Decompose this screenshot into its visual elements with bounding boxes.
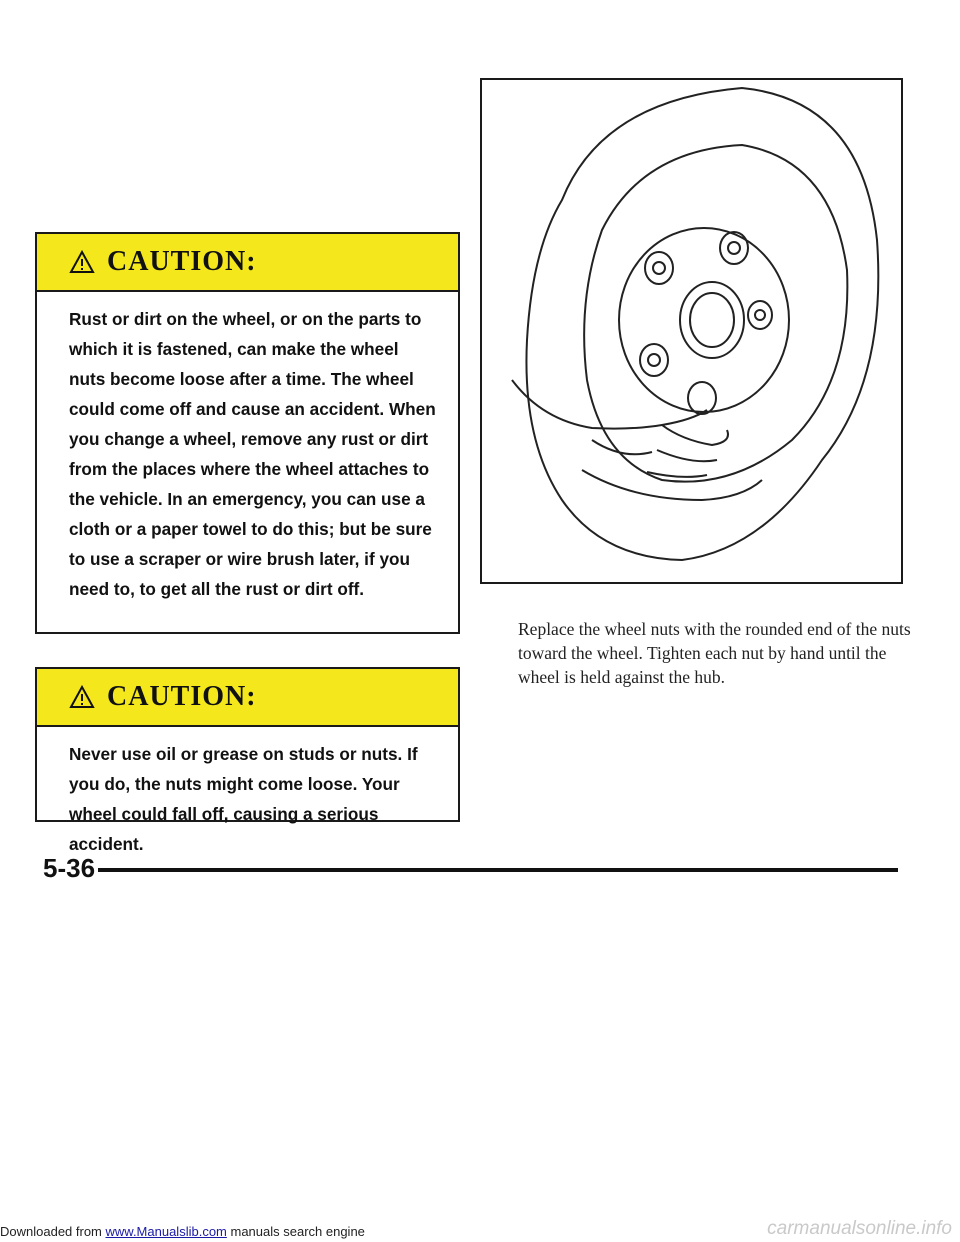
caution-title: CAUTION: — [107, 681, 257, 712]
caution-header — [37, 669, 458, 727]
warning-triangle-icon — [69, 250, 95, 274]
page-rule-divider — [98, 868, 898, 872]
instruction-text: Replace the wheel nuts with the rounded end of the nuts toward the wheel. Tighten each nut by hand until the wheel is held against the hub. — [518, 619, 911, 687]
wheel-hub-hand-drawing — [482, 80, 901, 582]
caution-text: Never use oil or grease on studs or nuts. If you do, the nuts might come loose. Your wheel could fall off, causing a serious accident. — [69, 744, 418, 854]
watermark-text: carmanualsonline.info — [767, 1218, 952, 1239]
warning-triangle-icon — [69, 685, 95, 709]
caution-box-rust — [35, 232, 460, 634]
wheel-nut-illustration — [480, 78, 903, 584]
caution-header — [37, 234, 458, 292]
footer-prefix: Downloaded from — [0, 1224, 106, 1239]
footer-suffix: manuals search engine — [226, 1224, 365, 1239]
download-footer — [0, 1224, 365, 1239]
manualslib-link[interactable]: www.Manualslib.com — [105, 1224, 227, 1239]
caution-box-oil — [35, 667, 460, 854]
page-number: 5-36 — [43, 853, 96, 883]
caution-text: Rust or dirt on the wheel, or on the parts to which it is fastened, can make the wheel nuts become loose after a time. The wheel could come off and cause an accident. When you change a wheel, remove any rust or dirt from the places where the wheel attaches to the vehicle. In an emergency, you can use a cloth or a paper towel to do this; but be sure to use a scraper or wire brush later, if you need to, to get all the rust or dirt off. — [69, 309, 436, 599]
caution-title: CAUTION: — [107, 246, 257, 277]
